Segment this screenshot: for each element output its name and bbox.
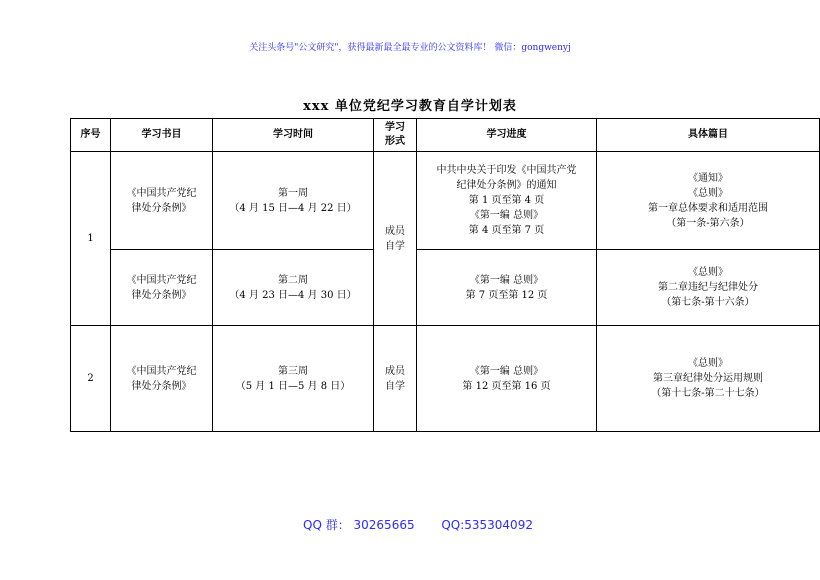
cell-chapters xyxy=(597,250,820,326)
book-line: 《中国共产党纪 xyxy=(126,365,197,377)
chapter-line: （第一条-第六条） xyxy=(666,217,750,229)
progress-line: 第 7 页至第 12 页 xyxy=(465,289,548,301)
cell-form xyxy=(374,152,417,326)
book-line: 《中国共产党纪 xyxy=(126,187,197,199)
cell-seq: 2 xyxy=(71,326,111,432)
time-range: （4 月 23 日—4 月 30 日） xyxy=(229,289,357,301)
time-week: 第一周 xyxy=(278,187,308,199)
cell-chapters xyxy=(597,326,820,432)
book-line: 律处分条例》 xyxy=(131,289,192,301)
cell-book xyxy=(111,152,213,250)
footer-contact xyxy=(303,516,533,533)
chapter-line: 第三章纪律处分运用规则 xyxy=(653,373,763,384)
chapter-line: 《总则》 xyxy=(688,267,728,278)
time-week: 第三周 xyxy=(278,365,308,377)
header-progress: 学习进度 xyxy=(417,119,597,152)
chapter-line: 第一章总体要求和适用范围 xyxy=(648,202,768,214)
header-form xyxy=(374,119,417,152)
form-line: 自学 xyxy=(385,240,405,252)
progress-line: 第 12 页至第 16 页 xyxy=(462,380,551,392)
cell-time xyxy=(213,326,374,432)
progress-line: 纪律处分条例》的通知 xyxy=(456,180,557,191)
qq-number-text: QQ:535304092 xyxy=(441,518,533,532)
progress-line: 第 1 页至第 4 页 xyxy=(468,195,545,206)
chapter-line: 《总则》 xyxy=(688,358,728,369)
form-line: 成员 xyxy=(385,225,405,237)
cell-time xyxy=(213,250,374,326)
table-header-row xyxy=(71,119,820,152)
header-time: 学习时间 xyxy=(213,119,374,152)
time-range: （4 月 15 日—4 月 22 日） xyxy=(229,202,357,214)
cell-progress xyxy=(417,326,597,432)
header-form-line1: 学习 xyxy=(385,122,405,133)
page-title: xxx 单位党纪学习教育自学计划表 xyxy=(303,99,517,114)
form-line: 自学 xyxy=(385,380,405,392)
cell-progress xyxy=(417,250,597,326)
book-line: 《中国共产党纪 xyxy=(126,274,197,286)
cell-book xyxy=(111,250,213,326)
progress-line: 第 4 页至第 7 页 xyxy=(468,225,545,236)
header-chapters: 具体篇目 xyxy=(597,119,820,152)
cell-chapters xyxy=(597,152,820,250)
cell-form xyxy=(374,326,417,432)
chapter-line: 第二章违纪与纪律处分 xyxy=(658,282,758,293)
table-row xyxy=(71,326,820,432)
header-form-line2: 形式 xyxy=(385,136,405,147)
table-row xyxy=(71,152,820,250)
chapter-line: 《通知》 xyxy=(688,172,728,184)
header-book: 学习书目 xyxy=(111,119,213,152)
header-seq: 序号 xyxy=(71,119,111,152)
progress-line: 《第一编 总则》 xyxy=(469,274,544,286)
progress-line: 《第一编 总则》 xyxy=(469,210,544,221)
cell-book xyxy=(111,326,213,432)
chapter-line: （第十七条-第二十七条） xyxy=(651,388,765,399)
progress-line: 中共中央关于印发《中国共产党 xyxy=(436,165,577,176)
progress-line: 《第一编 总则》 xyxy=(469,365,544,377)
time-week: 第二周 xyxy=(278,274,308,286)
chapter-line: 《总则》 xyxy=(688,187,728,199)
study-plan-table xyxy=(70,118,820,432)
form-line: 成员 xyxy=(385,365,405,377)
book-line: 律处分条例》 xyxy=(131,202,192,214)
cell-time xyxy=(213,152,374,250)
time-range: （5 月 1 日—5 月 8 日） xyxy=(235,380,351,392)
table-row xyxy=(71,250,820,326)
cell-progress xyxy=(417,152,597,250)
cell-seq: 1 xyxy=(71,152,111,326)
qq-group-text: QQ 群： 30265665 xyxy=(303,518,415,532)
book-line: 律处分条例》 xyxy=(131,380,192,392)
banner-notice: 关注头条号"公文研究"，获得最新最全最专业的公文资料库！ 微信：gongwenyj xyxy=(249,43,571,53)
chapter-line: （第七条-第十六条） xyxy=(661,297,755,308)
